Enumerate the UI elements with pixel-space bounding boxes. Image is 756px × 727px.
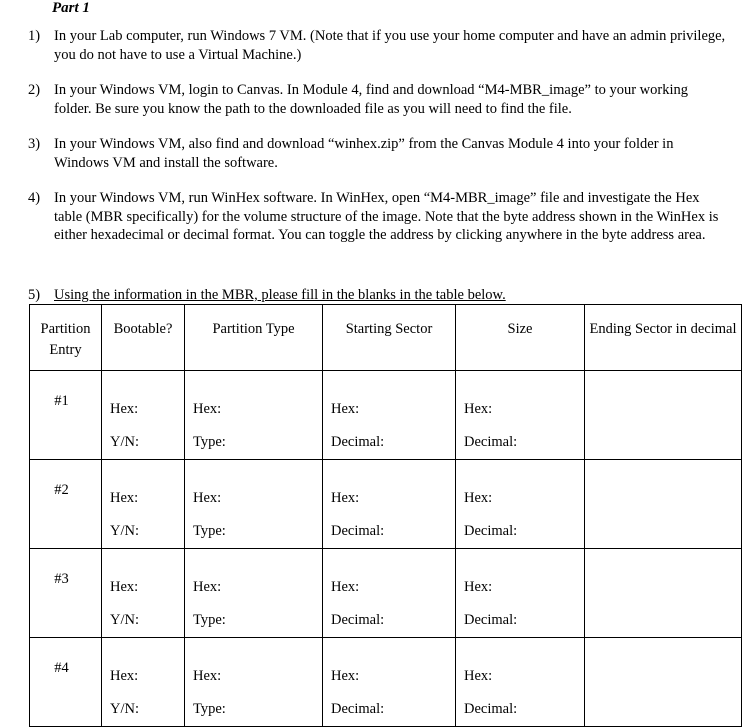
cell-ending-sector[interactable] [585,638,742,727]
cell-partition-type[interactable] [185,549,323,638]
hex-label: Hex: [110,579,139,595]
mbr-partition-table [29,304,742,727]
step-3 [28,135,728,172]
cell-ending-sector[interactable] [585,549,742,638]
cell-starting-sector[interactable] [323,460,456,549]
table-row [30,371,742,460]
type-label: Type: [193,701,226,717]
hex-label: Hex: [193,401,222,417]
cell-starting-sector[interactable] [323,638,456,727]
table-row [30,549,742,638]
step-4 [28,189,728,245]
hex-label: Hex: [464,401,493,417]
decimal-label: Decimal: [331,434,385,450]
hex-label: Hex: [464,579,493,595]
type-label: Type: [193,612,226,628]
cell-entry [30,371,102,460]
step-text: In your Lab computer, run Windows 7 VM. (Note that if you use your home computer and have an admin privilege, you do not have to use a Virtual Machine.) [54,28,726,63]
step-number: 2) [28,82,41,98]
yn-label: Y/N: [110,701,139,717]
header-starting-sector: Starting Sector [323,305,456,371]
table-row [30,638,742,727]
cell-partition-type[interactable] [185,460,323,549]
decimal-label: Decimal: [464,701,518,717]
step-text: In your Windows VM, login to Canvas. In Module 4, find and download “M4-MBR_image” to your working folder. Be sure you know the path to the downloaded file as you will need to find the file. [54,82,688,117]
entry-label: #4 [54,660,69,676]
cell-starting-sector[interactable] [323,371,456,460]
hex-label: Hex: [331,490,360,506]
instruction-list [28,27,728,262]
cell-entry [30,460,102,549]
cell-size[interactable] [456,638,585,727]
decimal-label: Decimal: [331,701,385,717]
step-2 [28,81,728,118]
step-number: 4) [28,190,41,206]
cell-size[interactable] [456,460,585,549]
hex-label: Hex: [464,668,493,684]
hex-label: Hex: [193,490,222,506]
step-text: In your Windows VM, run WinHex software. In WinHex, open “M4-MBR_image” file and investigate the Hex table (MBR specifically) for the volume structure of the image. Note that the byte address shown in the WinHex is either hexadecimal or decimal format. You can toggle the address by clicking anywhere in the byte address area. [54,190,719,243]
cell-bootable[interactable] [102,638,185,727]
type-label: Type: [193,434,226,450]
header-partition-type: Partition Type [185,305,323,371]
hex-label: Hex: [464,490,493,506]
step-1 [28,27,728,64]
decimal-label: Decimal: [464,612,518,628]
hex-label: Hex: [331,668,360,684]
yn-label: Y/N: [110,612,139,628]
decimal-label: Decimal: [464,434,518,450]
hex-label: Hex: [110,490,139,506]
step-5 [28,286,506,304]
hex-label: Hex: [331,579,360,595]
header-partition-entry: Partition Entry [30,305,102,371]
header-size: Size [456,305,585,371]
entry-label: #3 [54,571,69,587]
entry-label: #1 [54,393,69,409]
decimal-label: Decimal: [464,523,518,539]
hex-label: Hex: [331,401,360,417]
cell-starting-sector[interactable] [323,549,456,638]
entry-label: #2 [54,482,69,498]
header-ending-sector: Ending Sector in decimal [585,305,742,371]
decimal-label: Decimal: [331,612,385,628]
cell-partition-type[interactable] [185,371,323,460]
cell-bootable[interactable] [102,460,185,549]
step-number: 3) [28,136,41,152]
hex-label: Hex: [110,401,139,417]
cell-ending-sector[interactable] [585,371,742,460]
decimal-label: Decimal: [331,523,385,539]
hex-label: Hex: [193,579,222,595]
section-title: Part 1 [52,0,90,16]
step-text: Using the information in the MBR, please fill in the blanks in the table below. [54,287,506,303]
header-bootable: Bootable? [102,305,185,371]
cell-bootable[interactable] [102,371,185,460]
step-number: 1) [28,28,41,44]
cell-size[interactable] [456,371,585,460]
cell-bootable[interactable] [102,549,185,638]
cell-entry [30,638,102,727]
hex-label: Hex: [110,668,139,684]
table-row [30,460,742,549]
yn-label: Y/N: [110,434,139,450]
table-header-row [30,305,742,371]
type-label: Type: [193,523,226,539]
hex-label: Hex: [193,668,222,684]
step-text: In your Windows VM, also find and download “winhex.zip” from the Canvas Module 4 into your folder in Windows VM and install the software. [54,136,674,171]
cell-entry [30,549,102,638]
cell-size[interactable] [456,549,585,638]
step-number: 5) [28,287,41,303]
cell-ending-sector[interactable] [585,460,742,549]
yn-label: Y/N: [110,523,139,539]
cell-partition-type[interactable] [185,638,323,727]
